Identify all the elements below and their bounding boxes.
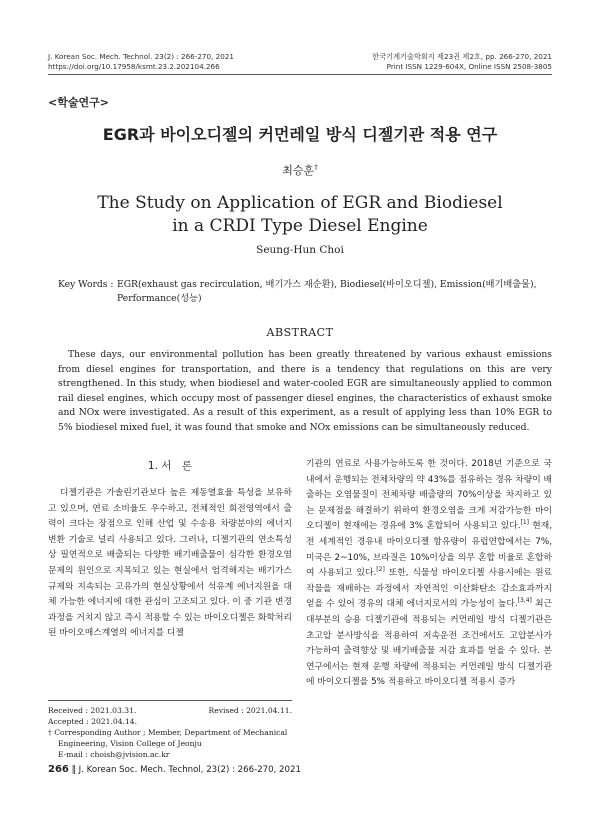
- keywords: [58, 278, 558, 306]
- accepted-date: Accepted : 2021.04.14.: [48, 717, 138, 726]
- author-korean-name: 최승훈: [282, 164, 315, 177]
- keywords-line1: EGR(exhaust gas recirculation, 배기가스 재순환), Biodiesel(바이오디젤), Emission(배기배출물),: [117, 279, 537, 290]
- section-heading-introduction: 1. 서 론: [147, 460, 193, 472]
- footnote-rule: [48, 700, 292, 701]
- page-number: 266: [48, 764, 69, 775]
- title-english-line1: The Study on Application of EGR and Biodiesel: [97, 193, 503, 213]
- revised-date: Revised : 2021.04.11.: [208, 706, 292, 715]
- journal-citation-kr: 한국기계기술학회지 제23권 제2호, pp. 266-270, 2021: [372, 52, 552, 61]
- body-left-column: 디젤기관은 가솔린기관보다 높은 제동열효율 특성을 보유하고 있으며, 연료 소비율도 우수하고, 전체적인 회전영역에서 출력이 크다는 장점으로 인해 산업 및 수송용 차량분야의 에너지 변환 기술로 널리 사용되고 있다. 그러나, 디젤기관의 연소특성 상 필연적으로 배출되는 다양한 배기배출물이 심각한 환경오염 문제의 원인으로 지목되고 있는 현실에서 엄격해지는 배기가스규제와 지속되는 고유가의 현실상황에서 석유계 에너지원을 대체 가능한 에너지에 대한 관심이 고조되고 있다. 이 중 기관 변경 과정을 거치지 않고 즉시 적용할 수 있는 바이오디젤은 화학처리 된 바이오매스계열의 에너지를 디젤: [48, 488, 292, 639]
- author-korean: [0, 162, 600, 178]
- body-text-part3: 또한, 식물성 바이오디젤 사용시에는 원료작물을 재배하는 과정에서 자연적인 이산화탄소 감소효과까지 얻을 수 있어 경유의 대체 에너지로서의 가능성이 높다.: [306, 568, 553, 610]
- citation-ref-2[interactable]: [2]: [376, 566, 385, 574]
- article-category: <학술연구>: [48, 96, 109, 109]
- journal-header-right: [372, 52, 552, 72]
- journal-header-left: [48, 52, 234, 72]
- title-english: [0, 192, 600, 238]
- footer-journal: J. Korean Soc. Mech. Technol, 23(2) : 266-270, 2021: [78, 765, 301, 775]
- corresponding-author-line2: Engineering, Vision College of Jeonju: [58, 739, 202, 748]
- body-right-column: [306, 457, 552, 691]
- title-korean: EGR과 바이오디젤의 커먼레일 방식 디젤기관 적용 연구: [102, 125, 498, 144]
- author-english: Seung-Hun Choi: [256, 244, 344, 256]
- page-footer: [48, 764, 301, 775]
- issn-info: Print ISSN 1229-604X, Online ISSN 2508-3805: [386, 62, 552, 71]
- doi-link[interactable]: https://doi.org/10.17958/ksmt.23.2.202104.266: [48, 62, 220, 71]
- abstract-heading: ABSTRACT: [266, 326, 334, 339]
- corresponding-mark: †: [314, 163, 318, 172]
- body-text-part2: 현재, 전 세계적인 경유내 바이오디젤 함유량이 유럽연합에서는 7%, 미국은 2~10%, 브라질은 10%이상을 의무 혼합 비율로 혼합하여 사용되고 있다.: [306, 521, 553, 579]
- corresponding-author-line1: † Corresponding Author ; Member, Department of Mechanical: [48, 728, 288, 737]
- citation-ref-3-4[interactable]: [3,4]: [517, 597, 532, 605]
- abstract-text: These days, our environmental pollution has been greatly threatened by various exhaust emissions from diesel engines for transportation, and there is a tendency that regulations on this are very strengthened. In this study, when biodiesel and water-cooled EGR are simultaneously applied to common rail diesel engines, which occupy most of passenger diesel engines, the characteristics of exhaust smoke and NOx were investigated. As a result of this experiment, as a result of applying less than 10% EGR to 5% biodiesel mixed fuel, it was found that smoke and NOx emissions can be simultaneously reduced.: [58, 349, 552, 433]
- header-rule: [48, 74, 552, 75]
- footer-separator: ‖: [71, 765, 76, 775]
- received-date: Received : 2021.03.31.: [48, 706, 137, 715]
- corresponding-author-email[interactable]: E-mail : choish@jvision.ac.kr: [58, 750, 170, 759]
- citation-ref-1[interactable]: [1]: [520, 519, 529, 527]
- body-text-part1: 기관의 연료로 사용가능하도록 한 것이다. 2018년 기준으로 국내에서 운행되는 전체차량의 약 43%를 점유하는 경유 차량이 배출하는 오염물질이 전체차량 배출량의 70%이상을 차지하고 있는 문제점을 해결하기 위하여 환경오염을 크게 저감가능한 바이오디젤이 현재에는 경유에 3% 혼합되어 사용되고 있다.: [306, 459, 552, 532]
- keywords-label: Key Words :: [58, 279, 114, 290]
- title-english-line2: in a CRDI Type Diesel Engine: [172, 216, 428, 236]
- article-notes: [48, 705, 292, 760]
- journal-citation: J. Korean Soc. Mech. Technol. 23(2) : 266-270, 2021: [48, 52, 234, 61]
- keywords-line2: Performance(성능): [117, 293, 202, 304]
- body-text-part4: 최근 대부분의 승용 디젤기관에 적용되는 커먼레일 방식 디젤기관은 초고압 분사방식을 적용하여 저속운전 조건에서도 고압분사가 가능하여 출력향상 및 배기배출물 저감 효과를 얻을 수 있다. 본 연구에서는 현재 운행 차량에 적용되는 커먼레일 방식 디젤기관에 바이오디젤을 5% 적용하고 바이오디젤 적용시 증가: [306, 599, 552, 688]
